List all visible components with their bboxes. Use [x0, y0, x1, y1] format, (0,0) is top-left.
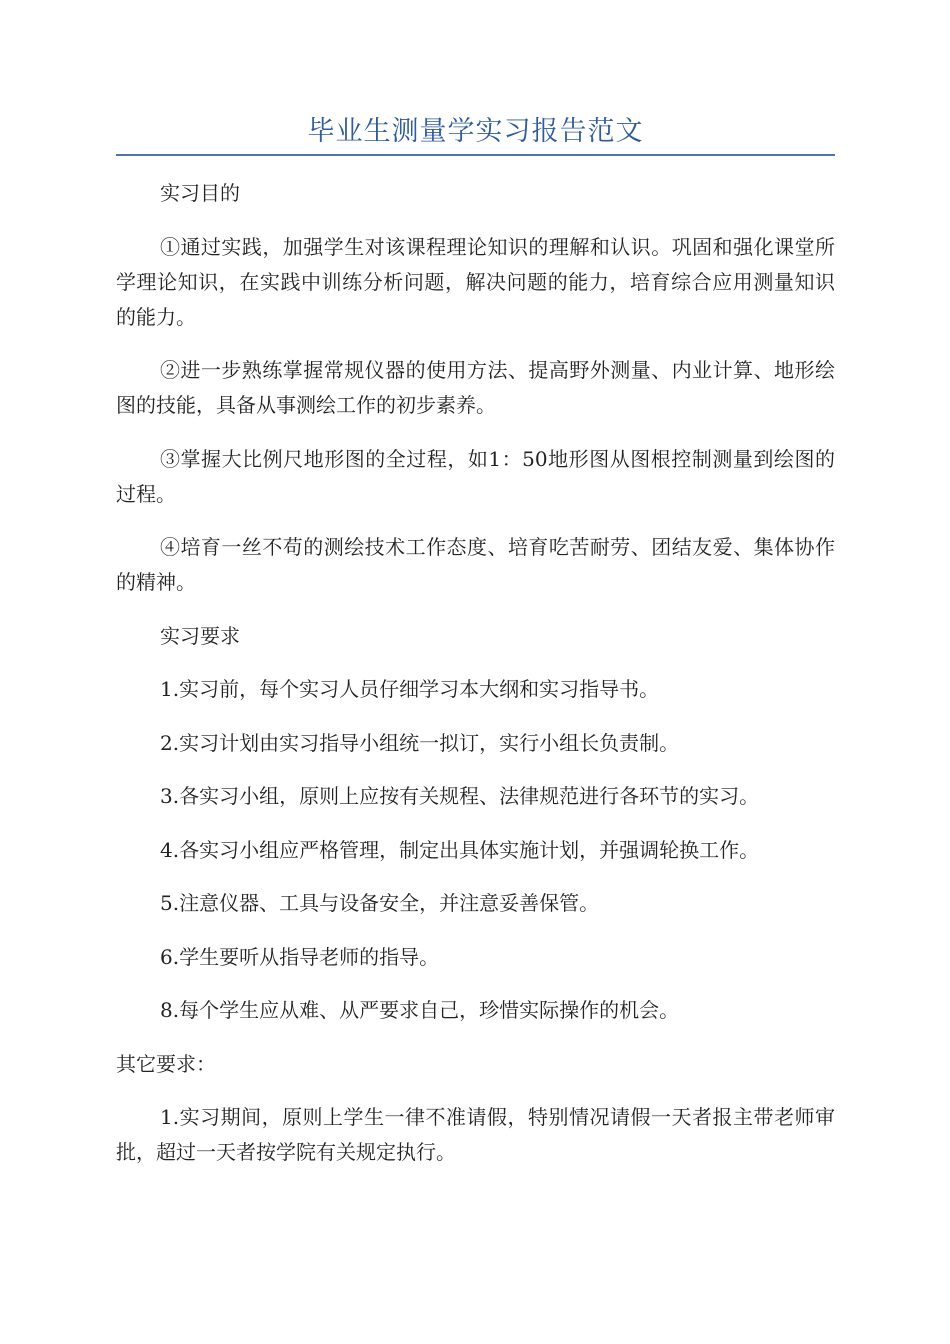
section-heading-requirements: 实习要求: [160, 623, 240, 648]
purpose-item-3: ③掌握大比例尺地形图的全过程，如1：50地形图从图根控制测量到绘图的过程。: [116, 446, 835, 506]
document-body: [116, 176, 835, 1189]
requirement-item-4: 4.各实习小组应严格管理，制定出具体实施计划，并强调轮换工作。: [160, 837, 760, 862]
requirement-item-2: 2.实习计划由实习指导小组统一拟订，实行小组长负责制。: [160, 730, 680, 755]
other-requirement-item-1: 1.实习期间，原则上学生一律不准请假，特别情况请假一天者报主带老师审批，超过一天者按学院有关规定执行。: [116, 1105, 835, 1164]
requirement-item-1: 1.实习前，每个实习人员仔细学习本大纲和实习指导书。: [160, 677, 660, 701]
purpose-item-1: ①通过实践，加强学生对该课程理论知识的理解和认识。巩固和强化课堂所学理论知识，在实践中训练分析问题，解决问题的能力，培育综合应用测量知识的能力。: [116, 234, 835, 329]
document-title: 毕业生测量学实习报告范文: [307, 116, 644, 147]
section-heading-purpose: 实习目的: [160, 181, 240, 205]
title-underline: [116, 154, 835, 156]
requirement-item-8: 8.每个学生应从难、从严要求自己，珍惜实际操作的机会。: [160, 998, 680, 1022]
requirement-item-3: 3.各实习小组，原则上应按有关规程、法律规范进行各环节的实习。: [160, 784, 760, 808]
requirement-item-5: 5.注意仪器、工具与设备安全，并注意妥善保管。: [160, 891, 600, 915]
purpose-item-2: ②进一步熟练掌握常规仪器的使用方法、提高野外测量、内业计算、地形绘图的技能，具备从事测绘工作的初步素养。: [116, 358, 835, 417]
requirement-item-6: 6.学生要听从指导老师的指导。: [160, 944, 440, 969]
purpose-item-4: ④培育一丝不苟的测绘技术工作态度、培育吃苦耐劳、团结友爱、集体协作的精神。: [116, 535, 835, 594]
section-heading-other: 其它要求：: [116, 1051, 216, 1076]
